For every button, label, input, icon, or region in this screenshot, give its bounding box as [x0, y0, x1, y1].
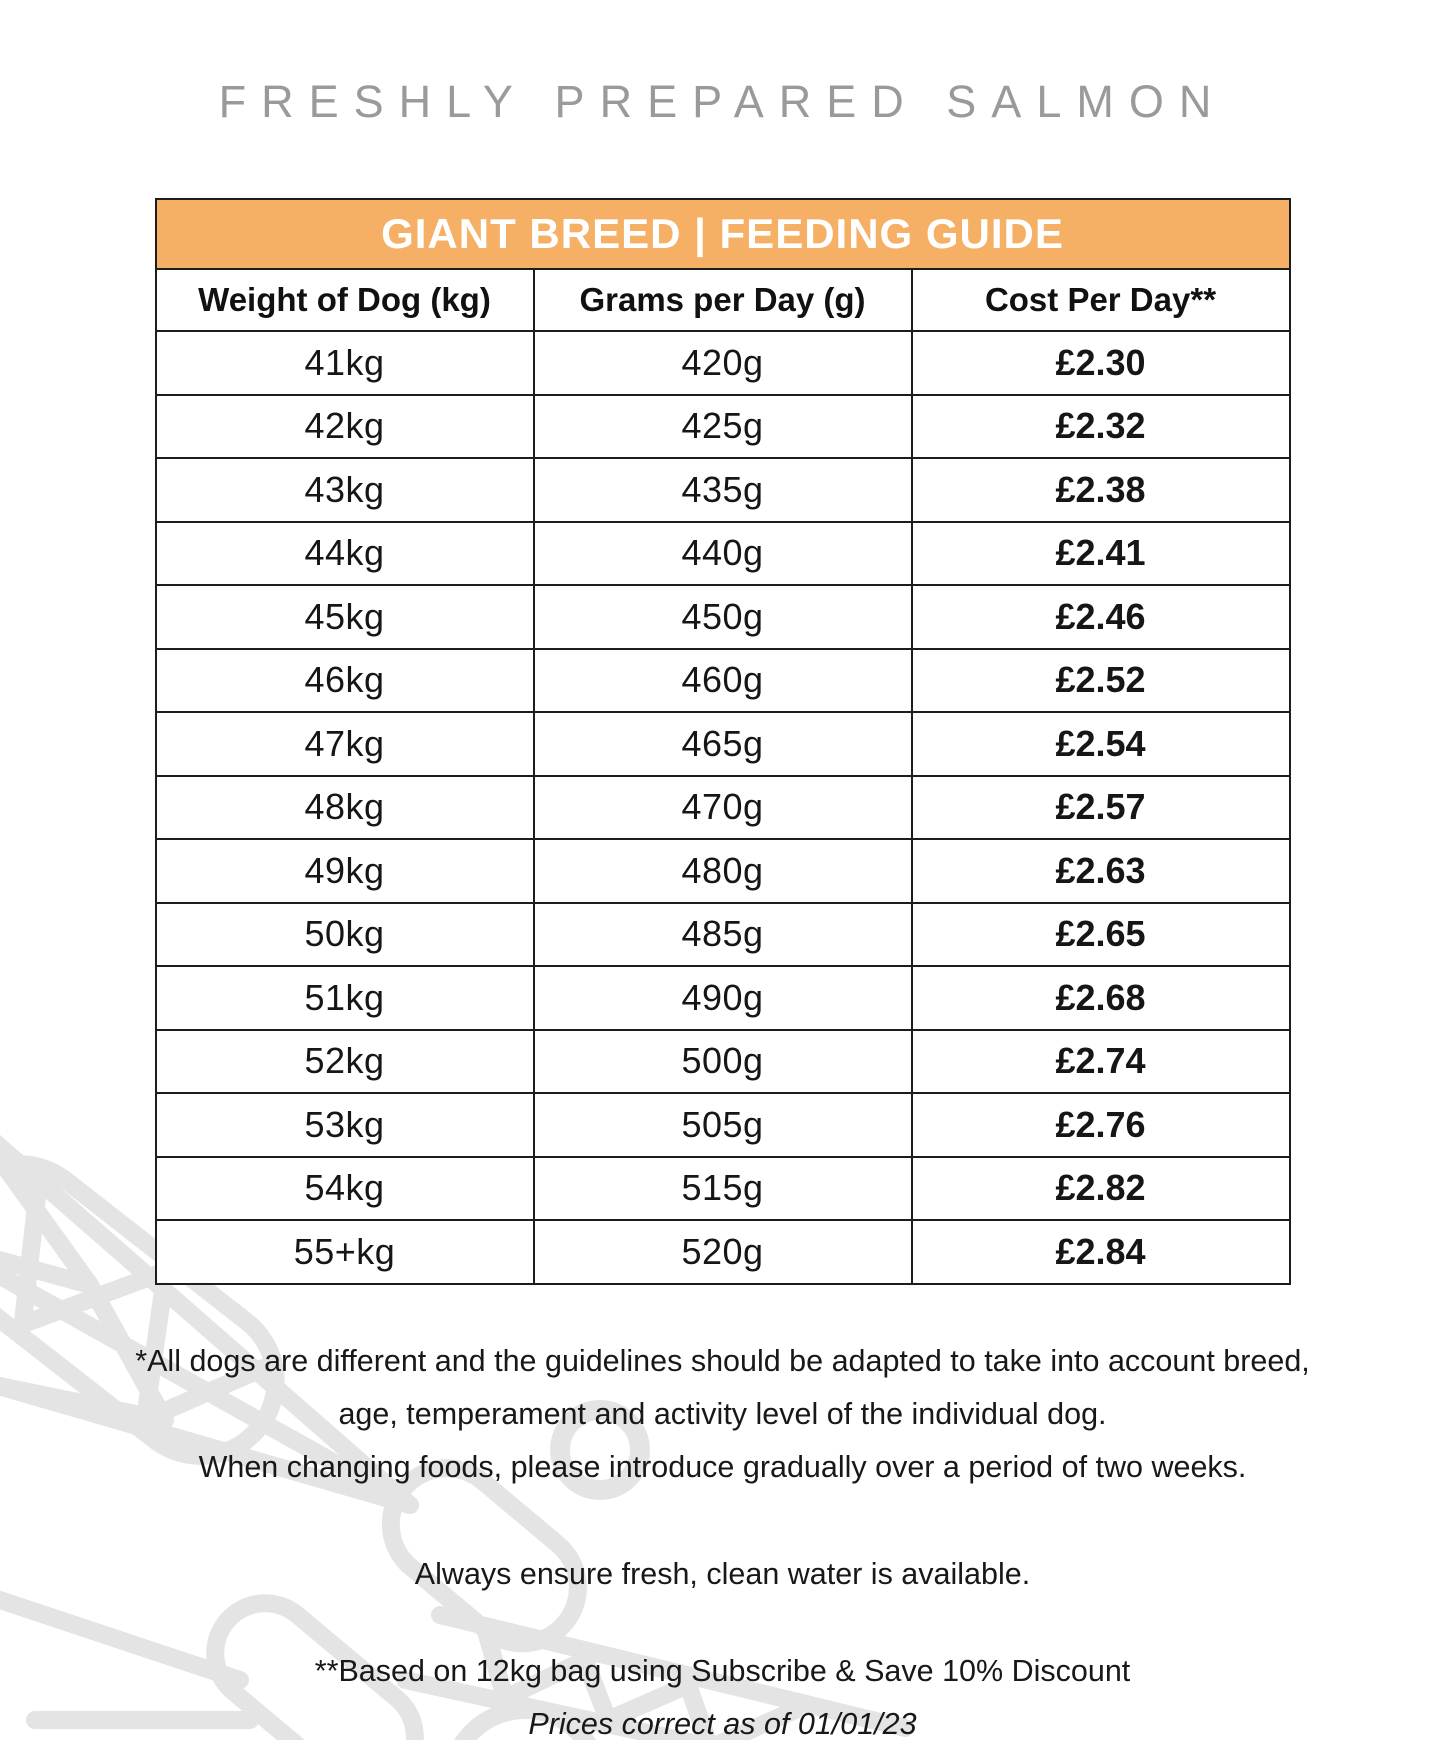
cost-cell: £2.82	[912, 1157, 1290, 1221]
weight-cell: 48kg	[156, 776, 534, 840]
grams-cell: 470g	[534, 776, 912, 840]
table-row	[156, 839, 1290, 903]
table-row	[156, 585, 1290, 649]
cost-cell: £2.54	[912, 712, 1290, 776]
weight-cell: 45kg	[156, 585, 534, 649]
note-fresh-water: Always ensure fresh, clean water is available.	[414, 1556, 1031, 1591]
cost-cell: £2.74	[912, 1030, 1290, 1094]
weight-cell: 46kg	[156, 649, 534, 713]
weight-cell: 41kg	[156, 331, 534, 395]
grams-cell: 440g	[534, 522, 912, 586]
grams-cell: 480g	[534, 839, 912, 903]
table-row	[156, 712, 1290, 776]
table-row	[156, 395, 1290, 459]
table-row	[156, 903, 1290, 967]
grams-cell: 505g	[534, 1093, 912, 1157]
grams-cell: 515g	[534, 1157, 912, 1221]
cost-cell: £2.46	[912, 585, 1290, 649]
table-row	[156, 522, 1290, 586]
note-price-date: Prices correct as of 01/01/23	[528, 1706, 917, 1741]
table-row	[156, 776, 1290, 840]
column-header-cost: Cost Per Day**	[912, 269, 1290, 331]
table-row	[156, 1220, 1290, 1284]
grams-cell: 425g	[534, 395, 912, 459]
note-pricing	[0, 1645, 1445, 1751]
weight-cell: 42kg	[156, 395, 534, 459]
table-row	[156, 1030, 1290, 1094]
table-banner: GIANT BREED | FEEDING GUIDE	[156, 199, 1290, 269]
cost-cell: £2.84	[912, 1220, 1290, 1284]
table-row	[156, 1157, 1290, 1221]
grams-cell: 490g	[534, 966, 912, 1030]
grams-cell: 465g	[534, 712, 912, 776]
cost-cell: £2.30	[912, 331, 1290, 395]
note-guidelines-line3: When changing foods, please introduce gradually over a period of two weeks.	[198, 1449, 1247, 1484]
grams-cell: 485g	[534, 903, 912, 967]
table-row	[156, 331, 1290, 395]
note-pricing-basis: **Based on 12kg bag using Subscribe & Save 10% Discount	[314, 1653, 1131, 1688]
cost-cell: £2.32	[912, 395, 1290, 459]
weight-cell: 55+kg	[156, 1220, 534, 1284]
column-header-weight: Weight of Dog (kg)	[156, 269, 534, 331]
grams-cell: 520g	[534, 1220, 912, 1284]
grams-cell: 450g	[534, 585, 912, 649]
page-title: FRESHLY PREPARED SALMON	[218, 76, 1227, 127]
table-row	[156, 966, 1290, 1030]
weight-cell: 47kg	[156, 712, 534, 776]
weight-cell: 53kg	[156, 1093, 534, 1157]
grams-cell: 435g	[534, 458, 912, 522]
cost-cell: £2.76	[912, 1093, 1290, 1157]
cost-cell: £2.63	[912, 839, 1290, 903]
weight-cell: 43kg	[156, 458, 534, 522]
feeding-table-body	[156, 331, 1290, 1284]
grams-cell: 500g	[534, 1030, 912, 1094]
weight-cell: 44kg	[156, 522, 534, 586]
note-guidelines-line1: *All dogs are different and the guidelines should be adapted to take into account breed,	[135, 1343, 1310, 1378]
table-row	[156, 649, 1290, 713]
cost-cell: £2.68	[912, 966, 1290, 1030]
weight-cell: 54kg	[156, 1157, 534, 1221]
cost-cell: £2.38	[912, 458, 1290, 522]
cost-cell: £2.41	[912, 522, 1290, 586]
table-row	[156, 1093, 1290, 1157]
feeding-guide-table	[155, 198, 1291, 1285]
weight-cell: 52kg	[156, 1030, 534, 1094]
weight-cell: 49kg	[156, 839, 534, 903]
cost-cell: £2.52	[912, 649, 1290, 713]
column-header-grams: Grams per Day (g)	[534, 269, 912, 331]
banner-row	[156, 199, 1290, 269]
weight-cell: 50kg	[156, 903, 534, 967]
cost-cell: £2.57	[912, 776, 1290, 840]
column-header-row	[156, 269, 1290, 331]
feeding-guide-table-container	[155, 198, 1291, 1285]
note-guidelines-line2: age, temperament and activity level of the individual dog.	[338, 1396, 1107, 1431]
footnotes	[0, 1335, 1445, 1751]
cost-cell: £2.65	[912, 903, 1290, 967]
grams-cell: 460g	[534, 649, 912, 713]
grams-cell: 420g	[534, 331, 912, 395]
note-guidelines	[73, 1335, 1373, 1494]
weight-cell: 51kg	[156, 966, 534, 1030]
table-row	[156, 458, 1290, 522]
